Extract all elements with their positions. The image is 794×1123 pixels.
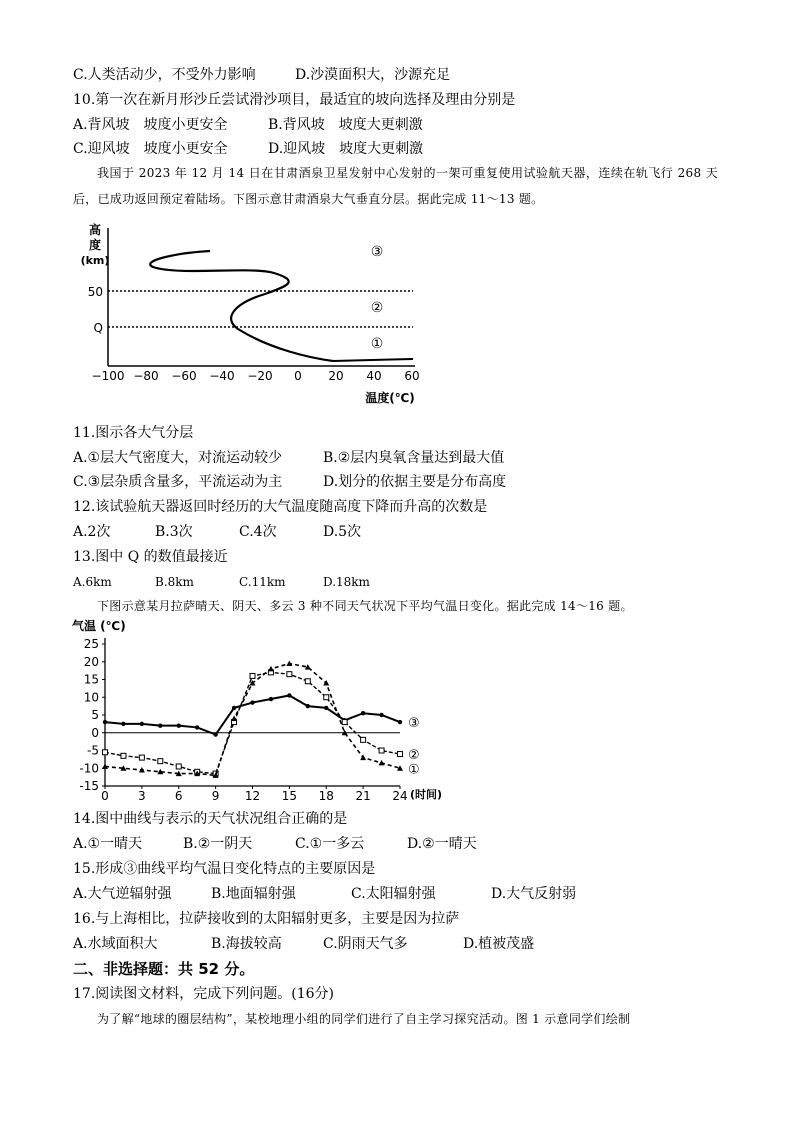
chart2-point: [379, 713, 383, 717]
chart2-xtick-label: 6: [174, 789, 183, 803]
chart2-point: [121, 722, 125, 726]
section-2-heading: 二、非选择题：共 52 分。: [73, 960, 255, 978]
chart2-xtick-label: 18: [318, 789, 334, 803]
chart2-point: [140, 722, 144, 726]
q14-stem: 14.图中曲线与表示的天气状况组合正确的是: [73, 811, 348, 827]
q11-option-d: D.划分的依据主要是分布高度: [323, 474, 507, 490]
chart2-xtick-label: 3: [138, 789, 146, 803]
chart1-xtick: 60: [404, 369, 420, 383]
lhasa-temperature-chart: [70, 614, 460, 806]
chart2-point: [398, 720, 402, 724]
chart2-point: [361, 737, 366, 742]
chart2-point: [158, 759, 163, 764]
chart2-point: [306, 704, 310, 708]
chart2-point: [361, 711, 365, 715]
q10-option-c: C.迎风坡 坡度小更安全: [73, 141, 228, 157]
chart2-series-label: ①: [408, 762, 420, 778]
chart2-point: [158, 723, 162, 727]
q13-option-c: C.11km: [239, 575, 286, 589]
atmosphere-layer-chart: [70, 218, 430, 408]
chart2-series-label: ③: [408, 716, 420, 732]
chart2-point: [103, 750, 108, 755]
chart1-xtick: 40: [366, 369, 382, 383]
chart2-xtick-label: 15: [281, 789, 298, 803]
chart2-point: [269, 697, 273, 701]
q13-stem: 13.图中 Q 的数值最接近: [73, 549, 228, 565]
chart1-xlabel: 温度(℃): [365, 391, 415, 405]
chart2-ytick-label: 10: [83, 690, 99, 705]
q11-option-c: C.③层杂质含量多，平流运动为主: [73, 474, 283, 490]
q16-option-c: C.阴雨天气多: [323, 936, 408, 952]
q13-option-d: D.18km: [323, 575, 370, 589]
q14-option-a: A.①一晴天: [73, 836, 143, 852]
q12-option-b: B.3次: [155, 524, 193, 540]
q15-option-d: D.大气反射弱: [491, 886, 577, 902]
q14-option-d: D.②一晴天: [407, 836, 477, 852]
chart2-point: [121, 753, 126, 758]
chart2-point: [287, 672, 292, 677]
q15-stem: 15.形成③曲线平均气温日变化特点的主要原因是: [73, 861, 376, 877]
chart1-xticks: [92, 369, 420, 383]
chart1-xtick: 0: [294, 369, 302, 383]
q11-option-b: B.②层内臭氧含量达到最大值: [323, 450, 505, 466]
chart1-xtick: 20: [328, 369, 344, 383]
chart2-point: [139, 755, 144, 760]
chart2-point: [176, 764, 181, 769]
q13-option-b: B.8km: [155, 575, 194, 589]
q10-option-a: A.背风坡 坡度小更安全: [73, 117, 228, 133]
q10-option-b: B.背风坡 坡度大更刺激: [268, 117, 423, 133]
q12-stem: 12.该试验航天器返回时经历的大气温度随高度下降而升高的次数是: [73, 499, 488, 515]
chart2-point: [323, 680, 329, 686]
q9-option-c: C.人类活动少，不受外力影响: [73, 67, 256, 83]
chart2-ytick-label: 20: [83, 654, 99, 669]
q15-option-a: A.大气逆辐射强: [73, 886, 172, 902]
chart2-ytick-label: -5: [87, 743, 99, 758]
chart2-series-line: [105, 672, 400, 773]
chart1-layer-3: ③: [370, 244, 384, 260]
chart1-xtick: −100: [91, 369, 125, 383]
q17-intro: 为了解“地球的圈层结构”，某校地理小组的同学们进行了自主学习探究活动。图 1 示意同学们绘制: [97, 1012, 631, 1026]
chart2-point: [103, 720, 107, 724]
chart1-layer-1: ①: [370, 336, 384, 352]
chart1-ylabel-2: 度: [88, 238, 102, 252]
q16-option-d: D.植被茂盛: [463, 936, 535, 952]
q9-option-d: D.沙漠面积大，沙源充足: [295, 67, 451, 83]
chart1-temperature-curve: [150, 251, 333, 361]
chart2-series-label: ②: [408, 748, 420, 764]
chart2-point: [287, 693, 291, 697]
chart2-ytick-label: 15: [83, 672, 99, 687]
chart1-xtick: −60: [171, 369, 197, 383]
q12-option-a: A.2次: [73, 524, 111, 540]
chart2-xtick-label: 21: [355, 789, 371, 803]
q15-option-b: B.地面辐射强: [211, 886, 296, 902]
chart2-xtick-label: 12: [244, 789, 261, 803]
chart2-ytick-label: -15: [79, 779, 99, 793]
q15-option-c: C.太阳辐射强: [351, 886, 436, 902]
chart1-xtick: −20: [247, 369, 273, 383]
q16-option-b: B.海拔较高: [211, 936, 282, 952]
chart2-point: [360, 755, 366, 761]
chart1-ylabel-1: 高: [88, 223, 102, 237]
chart2-ytick-label: 0: [91, 725, 99, 740]
chart1-layer-2: ②: [370, 300, 384, 316]
q17-stem: 17.阅读图文材料，完成下列问题。(16分): [73, 986, 335, 1002]
intro-14-16: 下图示意某月拉萨晴天、阴天、多云 3 种不同天气状况下平均气温日变化。据此完成 14～16 题。: [97, 599, 633, 613]
q16-stem: 16.与上海相比，拉萨接收到的太阳辐射更多，主要是因为拉萨: [73, 911, 460, 927]
chart2-point: [139, 767, 145, 773]
chart2-point: [195, 725, 199, 729]
chart2-ytick-label: -10: [79, 761, 99, 776]
chart2-ytick-label: 5: [91, 708, 99, 722]
chart2-point: [250, 673, 255, 678]
chart2-point: [232, 706, 236, 710]
chart2-point: [324, 695, 329, 700]
q11-option-a: A.①层大气密度大，对流运动较少: [73, 450, 283, 466]
chart2-point: [213, 732, 217, 736]
q14-option-b: B.②一阴天: [183, 836, 253, 852]
q13-option-a: A.6km: [73, 575, 112, 589]
q11-stem: 11.图示各大气分层: [73, 425, 194, 441]
chart2-point: [250, 700, 254, 704]
chart2-point: [324, 706, 328, 710]
chart2-point: [305, 679, 310, 684]
intro-11-13: 我国于 2023 年 12 月 14 日在甘肃酒泉卫星发射中心发射的一架可重复使用试验航天器，连续在轨飞行 268 天后，已成功返回预定着陆场。下图示意甘肃酒泉大气垂直分层。据此完成 11～13 题。: [73, 166, 718, 206]
q14-option-c: C.①一多云: [295, 836, 365, 852]
chart1-ytick-50: 50: [87, 285, 103, 299]
chart2-xtick-label: 24: [392, 789, 408, 803]
chart2-xtick-label: 0: [101, 789, 109, 803]
chart2-point: [398, 752, 403, 757]
chart2-point: [268, 666, 274, 672]
chart1-surface-line: [333, 359, 413, 361]
q12-option-d: D.5次: [323, 524, 362, 540]
q10-stem: 10.第一次在新月形沙丘尝试滑沙项目，最适宜的坡向选择及理由分别是: [73, 92, 516, 108]
chart2-ylabel: 气温 (℃): [72, 619, 126, 633]
q10-option-d: D.迎风坡 坡度大更刺激: [268, 141, 424, 157]
chart2-ytick-label: 25: [83, 637, 99, 651]
chart1-ytick-q: Q: [93, 321, 103, 335]
chart1-ylabel-unit: (km): [80, 254, 110, 267]
q16-option-a: A.水域面积大: [73, 936, 158, 952]
chart1-xtick: −80: [133, 369, 159, 383]
chart2-xlabel: (时间): [410, 788, 443, 801]
chart2-point: [177, 723, 181, 727]
chart1-xtick: −40: [209, 369, 235, 383]
chart2-point: [342, 720, 347, 725]
q12-option-c: C.4次: [239, 524, 277, 540]
chart2-point: [379, 748, 384, 753]
chart2-point: [379, 760, 385, 766]
chart2-xtick-label: 9: [211, 789, 220, 803]
